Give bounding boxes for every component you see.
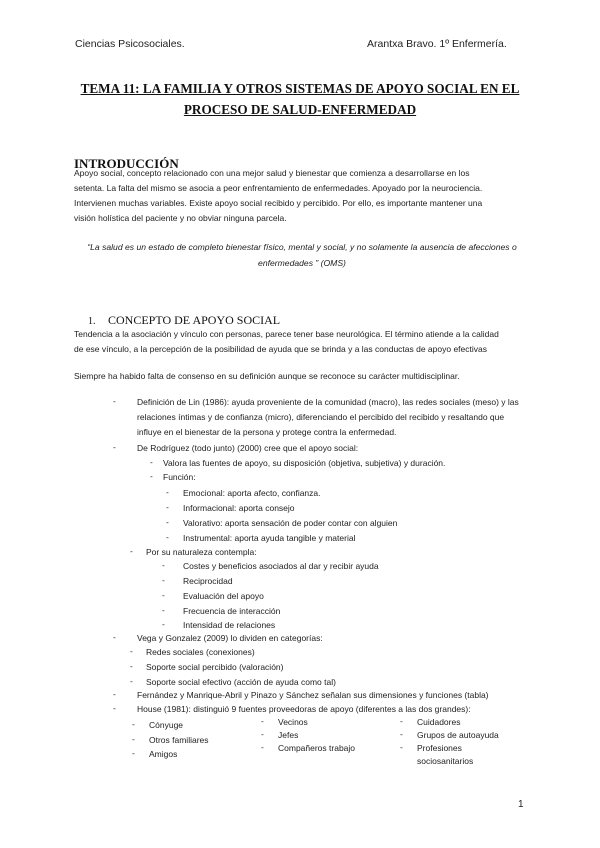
bullet-dash: - xyxy=(162,605,165,615)
document-title: TEMA 11: LA FAMILIA Y OTROS SISTEMAS DE APOYO SOCIAL EN EL PROCESO DE SALUD-ENFERMEDAD xyxy=(80,81,520,117)
header-subject: Ciencias Psicosociales. xyxy=(75,38,185,50)
naturaleza-item: Reciprocidad xyxy=(183,576,233,586)
bullet-dash: - xyxy=(166,487,169,497)
bullet-dash: - xyxy=(400,716,403,726)
naturaleza-item: Intensidad de relaciones xyxy=(183,620,276,630)
funcion-item: Instrumental: aporta ayuda tangible y material xyxy=(183,533,356,543)
house-item: House (1981): distinguió 9 fuentes proveedoras de apoyo (diferentes a las dos grandes): xyxy=(137,704,471,714)
categoria-item: Soporte social percibido (valoración) xyxy=(146,662,284,672)
bullet-dash: - xyxy=(162,590,165,600)
bullet-dash: - xyxy=(162,575,165,585)
naturaleza-item: Costes y beneficios asociados al dar y recibir ayuda xyxy=(183,561,379,571)
who-quote xyxy=(74,240,530,271)
rodriguez-sub-item: Por su naturaleza contempla: xyxy=(146,547,257,557)
lin-line: influye en el bienestar de la persona y protege contra la enfermedad. xyxy=(137,427,397,437)
lin-line: Definición de Lin (1986): ayuda proveniente de la comunidad (macro), las redes sociales (meso) y las xyxy=(137,397,519,407)
bullet-dash: - xyxy=(113,632,116,642)
bullet-dash: - xyxy=(162,560,165,570)
fuente-item: Otros familiares xyxy=(149,735,209,745)
intro-paragraph xyxy=(74,166,530,226)
paragraph-line: de ese vínculo, a la percepción de la posibilidad de ayuda que se brinda y a las conductas de apoyo efectivas xyxy=(74,344,487,354)
intro-heading: INTRODUCCIÓN xyxy=(74,156,179,171)
bullet-dash: - xyxy=(261,729,264,739)
rodriguez-item: De Rodríguez (todo junto) (2000) cree que el apoyo social: xyxy=(137,443,359,453)
bullet-dash: - xyxy=(166,532,169,542)
naturaleza-item: Evaluación del apoyo xyxy=(183,591,264,601)
intro-line: visión holística del paciente y no obviar ninguna parcela. xyxy=(74,213,287,223)
fuente-item-continued: sociosanitarios xyxy=(417,756,474,766)
bullet-dash: - xyxy=(130,546,133,556)
fuente-item: Vecinos xyxy=(278,717,308,727)
bullet-dash: - xyxy=(162,619,165,629)
fuente-item: Amigos xyxy=(149,749,178,759)
funcion-item: Emocional: aporta afecto, confianza. xyxy=(183,488,321,498)
bullet-dash: - xyxy=(132,734,135,744)
section1-paragraph xyxy=(74,327,530,357)
lin-line: relaciones íntimas y de confianza (micro), diferenciando el percibido del recibido y resaltando que xyxy=(137,412,505,422)
bullet-dash: - xyxy=(130,646,133,656)
intro-line: setenta. La falta del mismo se asocia a peor enfrentamiento de enfermedades. Apoyado por la neurociencia. xyxy=(74,183,483,193)
funcion-item: Informacional: aporta consejo xyxy=(183,503,295,513)
funcion-item: Valorativo: aporta sensación de poder contar con alguien xyxy=(183,518,398,528)
bullet-dash: - xyxy=(130,661,133,671)
section1-consensus: Siempre ha habido falta de consenso en su definición aunque se reconoce su carácter multidisciplinar. xyxy=(74,371,460,381)
bullet-dash: - xyxy=(113,442,116,452)
bullet-dash: - xyxy=(150,457,153,467)
bullet-dash: - xyxy=(166,517,169,527)
bullet-dash: - xyxy=(113,703,116,713)
page-number: 1 xyxy=(518,799,524,810)
bullet-dash: - xyxy=(261,716,264,726)
fuente-item: Cónyuge xyxy=(149,720,184,730)
bullet-dash: - xyxy=(400,742,403,752)
bullet-dash: - xyxy=(113,689,116,699)
fuente-item: Profesiones xyxy=(417,743,462,753)
quote-line: enfermedades ” (OMS) xyxy=(258,257,346,268)
bullet-dash: - xyxy=(166,502,169,512)
intro-line: Apoyo social, concepto relacionado con una mejor salud y bienestar que comienza a desarrollarse en los xyxy=(74,168,470,178)
bullet-dash: - xyxy=(261,742,264,752)
fuente-item: Compañeros trabajo xyxy=(278,743,356,753)
bullet-dash: - xyxy=(400,729,403,739)
categoria-item: Soporte social efectivo (acción de ayuda como tal) xyxy=(146,677,336,687)
section1-number: 1. xyxy=(88,316,96,327)
fernandez-item: Fernández y Manrique-Abril y Pinazo y Sánchez señalan sus dimensiones y funciones (tabla) xyxy=(137,690,489,700)
fuente-item: Cuidadores xyxy=(417,717,461,727)
fuente-item: Grupos de autoayuda xyxy=(417,730,499,740)
fuente-item: Jefes xyxy=(278,730,299,740)
rodriguez-sub-item: Función: xyxy=(163,472,196,482)
quote-line: “La salud es un estado de completo bienestar físico, mental y social, y no solamente la ausencia de afecciones o xyxy=(87,242,517,252)
bullet-dash: - xyxy=(113,396,116,406)
categoria-item: Redes sociales (conexiones) xyxy=(146,647,255,657)
intro-line: Intervienen muchas variables. Existe apoyo social recibido y percibido. Por ello, es importante mantener una xyxy=(74,198,483,208)
rodriguez-sub-item: Valora las fuentes de apoyo, su disposición (objetiva, subjetiva) y duración. xyxy=(163,458,446,468)
bullet-dash: - xyxy=(130,676,133,686)
section1-title: CONCEPTO DE APOYO SOCIAL xyxy=(108,313,281,327)
bullet-dash: - xyxy=(132,748,135,758)
vega-item: Vega y Gonzalez (2009) lo dividen en categorías: xyxy=(137,633,323,643)
section1-heading xyxy=(88,313,280,328)
naturaleza-item: Frecuencia de interacción xyxy=(183,606,281,616)
header-author: Arantxa Bravo. 1º Enfermería. xyxy=(367,38,507,50)
bullet-dash: - xyxy=(132,719,135,729)
paragraph-line: Tendencia a la asociación y vínculo con personas, parece tener base neurológica. El término atiende a la calidad xyxy=(74,329,499,339)
bullet-dash: - xyxy=(150,471,153,481)
